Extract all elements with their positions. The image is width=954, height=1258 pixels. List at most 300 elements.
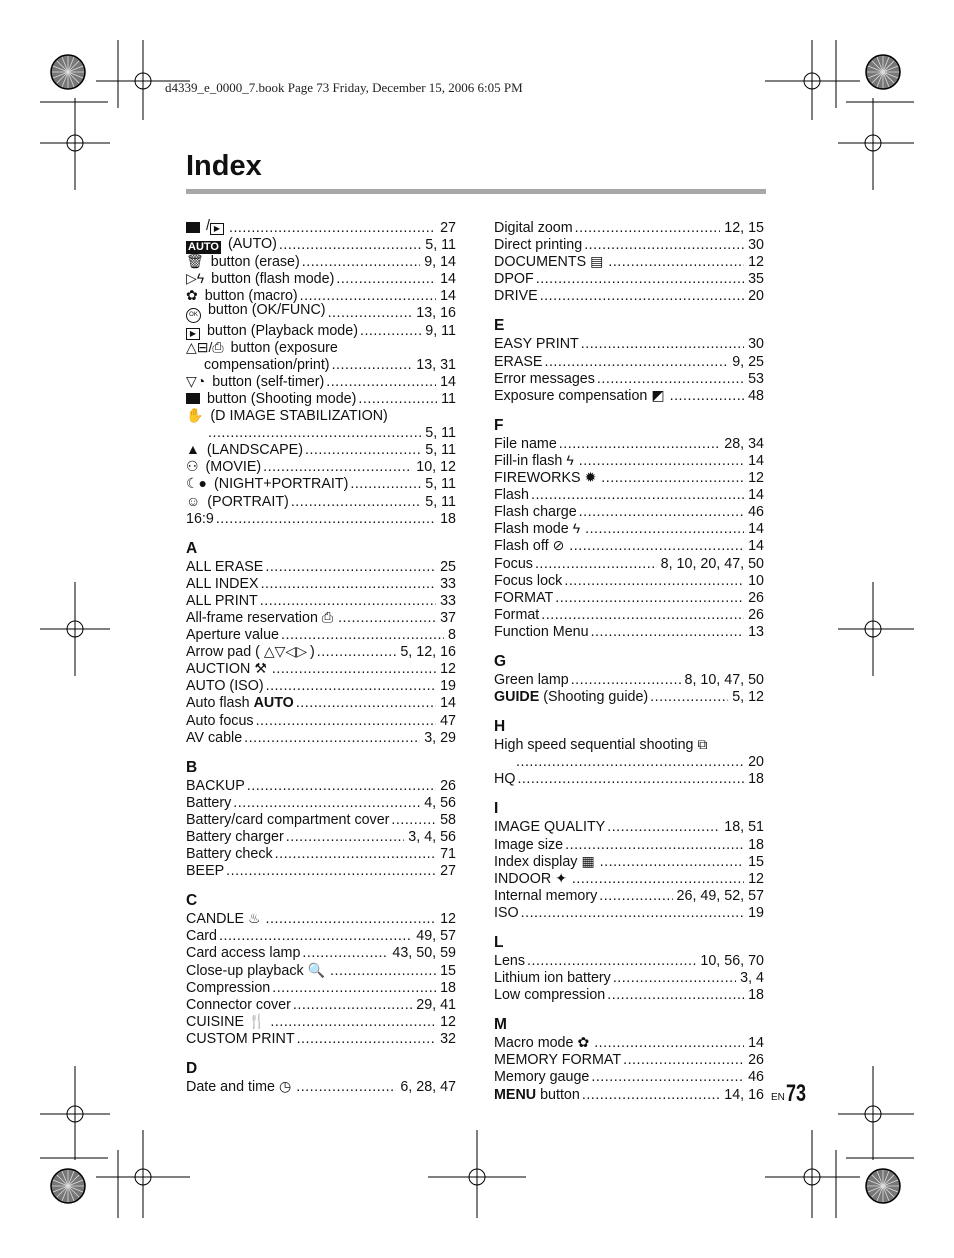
index-term-text: Green lamp: [494, 671, 569, 688]
page-refs: 29, 41: [416, 996, 456, 1013]
dot-leader: [208, 425, 421, 442]
index-entry: [494, 470, 764, 487]
clock-icon: ◷: [279, 1078, 292, 1095]
zoom-magnifier-icon: 🔍: [307, 961, 326, 978]
crosshair-left-lower: [40, 1066, 110, 1160]
index-term-text: Battery charger: [186, 829, 284, 845]
index-entry: [186, 980, 456, 997]
index-term: [186, 1031, 295, 1048]
page-refs: 5, 12, 16: [400, 644, 456, 661]
index-column-left: [186, 220, 456, 1096]
dot-leader: [229, 220, 436, 237]
page-refs: 71: [440, 846, 456, 863]
index-term-text: button (Shooting mode): [203, 390, 357, 407]
index-term-text: button (flash mode): [207, 271, 335, 288]
index-term-text: button (macro): [200, 288, 298, 305]
dot-leader: [544, 354, 728, 371]
index-letter-heading: I: [494, 800, 499, 818]
dot-leader: [531, 487, 744, 504]
crosshair-bottom-left: [96, 1130, 190, 1218]
index-term-text: Battery check: [186, 846, 273, 863]
index-term-text: Date and time: [186, 1079, 276, 1096]
page-refs: 12: [748, 470, 764, 487]
page-refs: 19: [440, 678, 456, 695]
dot-leader: [332, 357, 413, 374]
index-entry: [186, 812, 456, 829]
index-term: [186, 713, 254, 730]
index-letter-heading: C: [186, 892, 198, 910]
arrow-pad-icon: △▽◁▷: [263, 643, 307, 660]
index-term-text: DOCUMENTS: [494, 254, 587, 271]
page-refs: 14, 16: [724, 1086, 764, 1103]
index-entry: [494, 573, 764, 590]
dot-leader: [233, 795, 420, 812]
index-term: [186, 339, 338, 357]
index-entry: [186, 1079, 456, 1096]
index-term-text: Lithium ion battery: [494, 970, 611, 987]
page-refs: 10, 56, 70: [700, 953, 764, 969]
index-entry: [186, 476, 456, 493]
index-term: [494, 271, 534, 288]
shooting-mode-icon: [186, 393, 200, 404]
index-term: [494, 537, 567, 555]
index-term-text: Image size: [494, 836, 564, 853]
index-entry: [494, 453, 764, 470]
index-term-text: High speed sequential shooting: [494, 737, 694, 754]
index-term-text: (LANDSCAPE): [202, 442, 303, 459]
dot-leader: [338, 610, 436, 627]
index-entry: [494, 854, 764, 871]
index-term: [186, 643, 315, 661]
index-term-text: FIREWORKS: [494, 470, 581, 487]
index-entry: [186, 237, 456, 254]
index-term-text: button (Playback mode): [203, 322, 358, 339]
page-refs: 13: [748, 623, 764, 640]
index-entry: [186, 911, 456, 928]
dot-leader: [584, 237, 744, 254]
index-term: [186, 910, 264, 928]
index-term-text: ALL INDEX: [186, 575, 259, 592]
rosette-top-right: [866, 55, 900, 89]
index-term-text: IMAGE QUALITY: [494, 819, 606, 836]
page-refs: 18, 51: [724, 819, 764, 836]
index-term: [186, 678, 264, 695]
dot-leader: [600, 854, 744, 871]
documents-icon: ▤: [590, 253, 604, 270]
landscape-icon: ▲: [186, 441, 200, 458]
index-entry: [186, 644, 456, 661]
index-entry: [186, 425, 456, 442]
index-term-text: Low compression: [494, 987, 606, 1004]
dot-leader: [581, 336, 744, 353]
index-term: [186, 795, 231, 812]
crosshair-left-mid: [40, 582, 110, 676]
index-term: [494, 1034, 592, 1052]
playback-icon: ▶: [210, 223, 224, 235]
index-entry: [186, 695, 456, 712]
index-entry: [186, 1014, 456, 1031]
dot-leader: [279, 237, 421, 254]
index-term: [186, 323, 358, 340]
index-entry: [494, 371, 764, 388]
dot-leader: [582, 1087, 720, 1104]
page-refs: 10, 12: [416, 459, 456, 476]
page-refs: 26: [440, 777, 456, 794]
index-entry: [186, 945, 456, 962]
index-term-text: (D IMAGE STABILIZATION): [206, 408, 388, 425]
book-file-line: d4339_e_0000_7.book Page 73 Friday, December 15, 2006 6:05 PM: [165, 80, 523, 95]
index-column-right: [494, 220, 764, 1104]
index-entry: [186, 576, 456, 593]
dot-leader: [579, 504, 744, 521]
index-term-text: Format: [494, 606, 540, 623]
index-term-text: Lens: [494, 953, 526, 969]
page-refs: 33: [440, 592, 456, 609]
index-term-text: Flash charge: [494, 504, 577, 521]
index-term-text: AUCTION: [186, 661, 251, 678]
index-term: [494, 336, 579, 353]
index-term-text: Battery: [186, 794, 232, 811]
index-term-text: compensation/print): [204, 356, 330, 373]
cuisine-icon: 🍴: [247, 1012, 266, 1029]
crosshair-right-mid: [838, 582, 914, 676]
index-term: [494, 573, 562, 590]
page-refs: 4, 56: [424, 794, 456, 811]
page-refs: 3, 4, 56: [408, 829, 456, 845]
index-entry: [494, 288, 764, 305]
index-term: [186, 391, 356, 408]
page-refs: 18: [440, 979, 456, 996]
page-refs: 46: [748, 1069, 764, 1086]
dot-leader: [521, 905, 744, 922]
index-term: [494, 288, 538, 305]
index-entry: [186, 254, 456, 271]
index-entry: [494, 1035, 764, 1052]
index-term: [186, 373, 324, 391]
page-refs: 14: [440, 695, 456, 712]
page-refs: 27: [440, 863, 456, 880]
index-entry: [494, 354, 764, 371]
page-refs: 9, 25: [732, 353, 764, 370]
index-entry: [186, 713, 456, 730]
dot-leader: [336, 271, 436, 288]
hi-sequential-icon: ⧉: [697, 736, 708, 753]
flash-mode-icon: ▷ϟ: [186, 270, 205, 287]
page-refs: 30: [748, 237, 764, 254]
index-entry: [186, 678, 456, 695]
index-entry: [494, 819, 764, 836]
night-portrait-icon: ☾●: [186, 475, 208, 492]
dot-leader: [607, 987, 744, 1004]
page-refs: 53: [748, 370, 764, 387]
index-term-text: MEMORY FORMAT: [494, 1052, 622, 1069]
menu-icon: MENU: [494, 1086, 537, 1103]
index-entry: [494, 388, 764, 405]
dot-leader: [572, 871, 744, 888]
index-term-text: CUSTOM PRINT: [186, 1030, 295, 1047]
dot-leader: [302, 945, 388, 962]
dot-leader: [272, 661, 436, 678]
page-refs: 9, 14: [424, 254, 456, 271]
page-refs: 19: [748, 904, 764, 921]
index-term: [186, 593, 258, 610]
index-entry: [186, 730, 456, 747]
index-term-text: Direct printing: [494, 237, 583, 254]
index-term: [186, 997, 291, 1014]
index-term-suffix: ): [309, 644, 315, 661]
index-term: [494, 354, 542, 371]
index-term: [494, 371, 595, 388]
dot-leader: [623, 1052, 744, 1069]
dot-leader: [608, 254, 744, 271]
dot-leader: [555, 590, 744, 607]
dot-leader: [536, 271, 744, 288]
index-entry: [186, 829, 456, 846]
index-term: [186, 609, 336, 627]
index-term-text: BEEP: [186, 863, 225, 880]
index-entry: [494, 987, 764, 1004]
index-term: [494, 987, 605, 1004]
index-entry: [494, 487, 764, 504]
index-term: [494, 220, 573, 237]
index-entry: [186, 374, 456, 391]
index-term: [186, 945, 300, 962]
page-refs: 32: [440, 1030, 456, 1047]
movie-icon: ⚇: [186, 458, 199, 475]
index-term-text: button (OK/FUNC): [204, 301, 326, 318]
index-term: [494, 504, 577, 521]
page-refs: 18: [440, 510, 456, 527]
page-refs: 13, 16: [416, 305, 456, 322]
page-number: 73: [786, 1080, 807, 1107]
index-term: [494, 469, 599, 487]
dot-leader: [296, 1079, 396, 1096]
index-term: [494, 771, 515, 788]
dot-leader: [302, 254, 420, 271]
fireworks-icon: ✹: [584, 469, 597, 486]
macro-icon: ✿: [577, 1034, 590, 1051]
page-refs: 12: [748, 254, 764, 271]
index-term: [186, 829, 284, 846]
index-term-text: BACKUP: [186, 777, 245, 794]
dot-leader: [594, 1035, 744, 1052]
index-entry: [494, 1052, 764, 1069]
title-rule: [186, 189, 766, 194]
page-refs: 14: [440, 271, 456, 288]
crosshair-right-upper: [838, 98, 914, 190]
index-term-text: DPOF: [494, 271, 534, 288]
index-term-text: Battery/card compartment cover: [186, 811, 390, 828]
dot-leader: [575, 220, 721, 237]
index-entry: [186, 795, 456, 812]
page-refs: 12, 15: [724, 220, 764, 236]
index-entry: [494, 953, 764, 970]
index-term-text: Focus: [494, 555, 533, 572]
index-term: [494, 1069, 589, 1086]
index-letter-heading: H: [494, 718, 506, 736]
index-entry: [494, 771, 764, 788]
page-refs: 12: [440, 1013, 456, 1030]
dot-leader: [541, 607, 744, 624]
index-term: [494, 590, 553, 607]
index-entry: [494, 624, 764, 641]
page-refs: 43, 50, 59: [392, 945, 456, 962]
page-refs: 5, 11: [425, 493, 456, 510]
index-entry: [186, 408, 456, 425]
index-term: [494, 387, 668, 405]
playback-icon: ▶: [186, 328, 200, 340]
index-term-text: DRIVE: [494, 288, 538, 305]
page-refs: 8, 10, 47, 50: [684, 671, 764, 688]
index-term: [186, 846, 273, 863]
page-refs: 37: [440, 609, 456, 626]
index-term: [494, 452, 577, 470]
dot-leader: [360, 323, 421, 340]
macro-icon: ✿: [186, 287, 198, 304]
index-term: [494, 556, 533, 573]
index-term: [186, 302, 326, 323]
dot-leader: [516, 754, 744, 771]
index-entry: [494, 970, 764, 987]
dot-leader: [540, 288, 744, 305]
page-refs: 8, 10, 20, 47, 50: [660, 555, 764, 572]
index-term-text: button (exposure: [226, 339, 338, 356]
index-term-text: CUISINE: [186, 1013, 244, 1030]
page-refs: 14: [440, 373, 456, 390]
ok-func-icon: OK: [186, 308, 201, 323]
index-entry: [186, 863, 456, 880]
page-refs: 14: [748, 538, 764, 555]
index-entry: [494, 556, 764, 573]
auto-label: AUTO: [253, 695, 294, 712]
index-term-text: Flash: [494, 487, 529, 504]
index-entry: [186, 846, 456, 863]
page-refs: 9, 11: [425, 322, 456, 339]
dot-leader: [263, 459, 412, 476]
page-refs: 14: [748, 487, 764, 504]
index-term: [186, 962, 328, 980]
index-term-text: AUTO (ISO): [186, 678, 264, 695]
index-entry: [186, 301, 456, 322]
index-term-text: Focus lock: [494, 572, 563, 589]
dot-leader: [330, 963, 436, 980]
dot-leader: [326, 374, 436, 391]
page-refs: 3, 4: [740, 970, 764, 987]
index-term: / ▶: [186, 218, 227, 237]
index-term-text: (Shooting guide): [539, 689, 649, 706]
index-term-text: INDOOR: [494, 870, 552, 887]
dot-leader: [247, 778, 436, 795]
dot-leader: [597, 371, 744, 388]
page-refs: 8: [448, 627, 456, 644]
index-term: [186, 980, 270, 997]
dot-leader: [350, 476, 421, 493]
dot-leader: [281, 627, 444, 644]
index-term: [186, 270, 334, 288]
page-refs: 15: [440, 962, 456, 979]
image-stabilization-icon: ✋: [186, 407, 204, 424]
index-term: [186, 253, 300, 271]
page-refs: 3, 29: [424, 729, 456, 746]
index-term-text: Connector cover: [186, 996, 291, 1013]
index-term: [494, 905, 519, 922]
index-term: [494, 487, 529, 504]
index-entry: [494, 254, 764, 271]
dot-leader: [517, 771, 744, 788]
index-term-text: 16:9: [186, 510, 214, 527]
page-refs: 5, 12: [732, 689, 764, 706]
page-refs: 48: [748, 387, 764, 404]
dot-leader: [266, 911, 437, 928]
index-term: [186, 1013, 268, 1031]
dot-leader: [261, 576, 437, 593]
index-entry: [494, 672, 764, 689]
index-term: [186, 441, 303, 459]
page-refs: 14: [748, 1035, 764, 1052]
index-term-text: Aperture value: [186, 627, 279, 644]
index-term-text: button (erase): [206, 254, 300, 271]
crosshair-top-right: [765, 40, 860, 120]
index-entry: [186, 963, 456, 980]
index-term-text: EASY PRINT: [494, 336, 579, 353]
index-term: [494, 436, 557, 453]
page-refs: 33: [440, 575, 456, 592]
page-refs: 5, 11: [425, 425, 456, 442]
index-entry: [494, 538, 764, 555]
page-refs: 26, 49, 52, 57: [676, 887, 764, 904]
page-refs: 26: [748, 1052, 764, 1069]
index-letter-heading: B: [186, 758, 198, 776]
index-term: [186, 730, 242, 747]
rosette-bottom-left: [51, 1169, 85, 1203]
page-refs: 27: [440, 220, 456, 236]
index-term: [494, 837, 563, 854]
index-term-text: AV cable: [186, 729, 243, 746]
index-letter-heading: G: [494, 652, 507, 670]
dot-leader: [286, 829, 405, 846]
index-term: [186, 812, 389, 829]
index-term-text: Flash mode: [494, 521, 569, 538]
dot-leader: [305, 442, 421, 459]
auction-icon: ⚒: [254, 660, 267, 677]
dot-leader: [591, 624, 745, 641]
index-letter-heading: D: [186, 1060, 198, 1078]
index-entry: [494, 607, 764, 624]
dot-leader: [571, 672, 681, 689]
camera-playback-icons: [186, 220, 203, 237]
index-entry: [186, 1031, 456, 1048]
index-term-text: button (self-timer): [208, 373, 325, 390]
exposure-comp-icon: ◩: [651, 386, 665, 403]
index-entry: [494, 754, 764, 771]
index-entry: [186, 593, 456, 610]
index-entry: [186, 494, 456, 511]
page-refs: 20: [748, 288, 764, 305]
index-term-text: Auto flash: [186, 695, 254, 712]
index-term: [186, 660, 270, 678]
index-term: [186, 627, 279, 644]
index-term-text: Function Menu: [494, 623, 589, 640]
portrait-icon: ☺: [186, 492, 201, 509]
index-term-text: Close-up playback: [186, 962, 304, 979]
index-term: [186, 511, 214, 528]
index-term-text: Auto focus: [186, 712, 254, 729]
index-term: [494, 870, 570, 888]
erase-icon: 🗑: [186, 253, 204, 270]
index-term: [494, 672, 569, 689]
page-refs: 26: [748, 589, 764, 606]
dot-leader: [599, 888, 672, 905]
